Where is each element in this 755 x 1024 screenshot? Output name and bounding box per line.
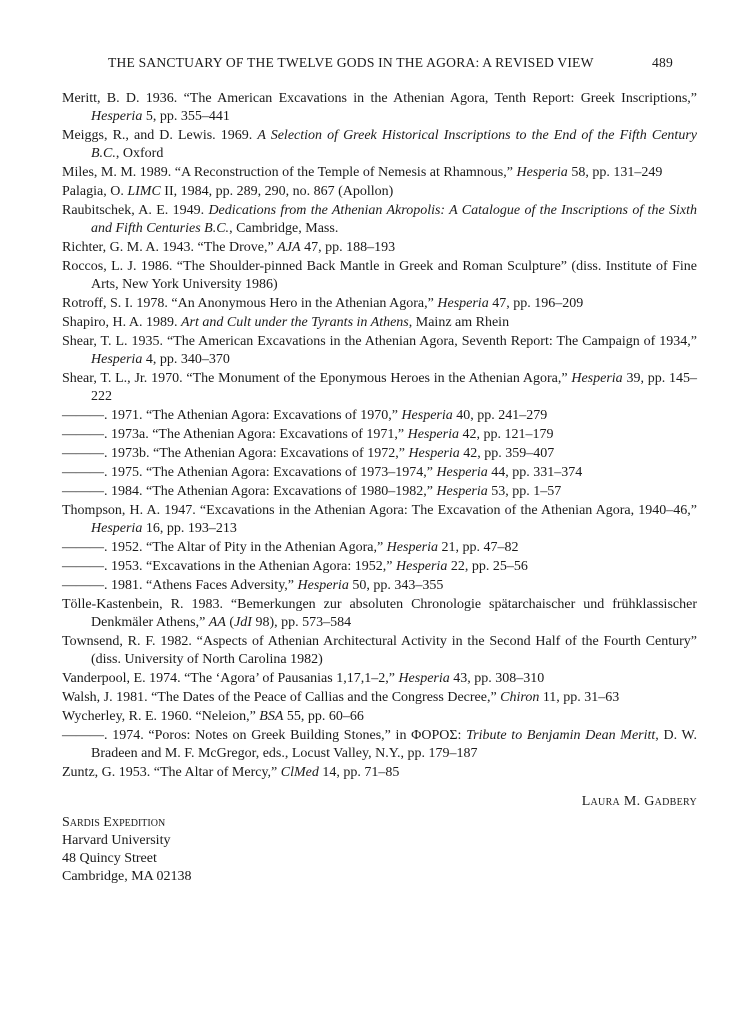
reference-entry [62, 370, 697, 406]
reference-text: 55, pp. 60–66 [283, 709, 364, 724]
reference-text: ———. 1952. “The Altar of Pity in the Athenian Agora,” [62, 540, 387, 555]
reference-text: Tölle-Kastenbein, R. 1983. “Bemerkungen zur absoluten Chronologie spätarchaischer und frühklassischer Denkmäler Athens,” [62, 597, 697, 630]
reference-text: Palagia, O. [62, 184, 128, 199]
reference-entry [62, 633, 697, 669]
reference-text: 47, pp. 196–209 [488, 296, 584, 311]
reference-entry [62, 764, 697, 782]
reference-text: ———. 1984. “The Athenian Agora: Excavations of 1980–1982,” [62, 484, 437, 499]
page-number: 489 [652, 55, 673, 70]
reference-italic: BSA [259, 709, 284, 724]
reference-text: Miles, M. M. 1989. “A Reconstruction of the Temple of Nemesis at Rhamnous,” [62, 165, 517, 180]
reference-italic: Hesperia [571, 371, 623, 386]
reference-text: 4, pp. 340–370 [142, 352, 230, 367]
reference-entry [62, 727, 697, 763]
reference-entry [62, 483, 697, 501]
reference-text: Vanderpool, E. 1974. “The ‘Agora’ of Pausanias 1,17,1–2,” [62, 671, 399, 686]
reference-entry [62, 689, 697, 707]
reference-entry [62, 164, 697, 182]
reference-text: 21, pp. 47–82 [438, 540, 519, 555]
reference-italic: Hesperia [436, 484, 488, 499]
reference-text: 98), pp. 573–584 [251, 615, 352, 630]
reference-italic: Hesperia [398, 671, 450, 686]
reference-italic: Hesperia [91, 109, 143, 124]
reference-text: , Cambridge, Mass. [229, 221, 339, 236]
reference-text: Roccos, L. J. 1986. “The Shoulder-pinned Back Mantle in Greek and Roman Sculpture” (diss. Institute of Fine Arts, New York University 1986) [62, 259, 697, 292]
reference-entry [62, 539, 697, 557]
reference-italic: Art and Cult under the Tyrants in Athens [181, 315, 409, 330]
reference-text: 40, pp. 241–279 [452, 408, 548, 423]
address-university: Harvard University [62, 833, 171, 848]
reference-text: Shapiro, H. A. 1989. [62, 315, 181, 330]
reference-text: ( [225, 615, 235, 630]
reference-italic: Hesperia [91, 521, 143, 536]
running-title: THE SANCTUARY OF THE TWELVE GODS IN THE AGORA: A REVISED VIEW [108, 55, 594, 70]
reference-entry [62, 295, 697, 313]
reference-italic: Hesperia [516, 165, 568, 180]
author-address [62, 814, 192, 886]
reference-italic: JdI [234, 615, 252, 630]
reference-text: 14, pp. 71–85 [318, 765, 400, 780]
reference-text: Richter, G. M. A. 1943. “The Drove,” [62, 240, 278, 255]
reference-text: 16, pp. 193–213 [142, 521, 237, 536]
reference-italic: Hesperia [297, 578, 349, 593]
reference-text: 58, pp. 131–249 [567, 165, 663, 180]
reference-entry [62, 258, 697, 294]
reference-text: ———. 1975. “The Athenian Agora: Excavations of 1973–1974,” [62, 465, 437, 480]
reference-italic: AA [208, 615, 226, 630]
reference-text: Walsh, J. 1981. “The Dates of the Peace of Callias and the Congress Decree,” [62, 690, 501, 705]
reference-text: Shear, T. L. 1935. “The American Excavations in the Athenian Agora, Seventh Report: The Campaign of 1934,” [62, 334, 697, 349]
reference-text: 43, pp. 308–310 [449, 671, 545, 686]
reference-italic: A Selection of Greek Historical Inscriptions to the End of the Fifth Century B.C. [91, 128, 697, 161]
reference-italic: Hesperia [407, 427, 459, 442]
address-city: Cambridge, MA 02138 [62, 869, 192, 884]
reference-entry [62, 314, 697, 332]
reference-text: 11, pp. 31–63 [539, 690, 620, 705]
reference-italic: Dedications from the Athenian Akropolis: A Catalogue of the Inscriptions of the Sixth and Fifth Centuries B.C. [91, 203, 697, 236]
reference-text: Rotroff, S. I. 1978. “An Anonymous Hero in the Athenian Agora,” [62, 296, 438, 311]
reference-italic: Hesperia [437, 296, 489, 311]
reference-italic: AJA [277, 240, 301, 255]
address-institution: Sardis Expedition [62, 815, 166, 830]
reference-text: ———. 1974. “Poros: Notes on Greek Building Stones,” in ΦΟΡΟΣ: [62, 728, 467, 743]
reference-text: 42, pp. 359–407 [459, 446, 555, 461]
reference-text: Meiggs, R., and D. Lewis. 1969. [62, 128, 258, 143]
reference-text: 50, pp. 343–355 [348, 578, 444, 593]
reference-entry [62, 127, 697, 163]
author-signature: Laura M. Gadbery [581, 794, 697, 809]
bibliography-list [62, 90, 697, 783]
reference-text: ———. 1973b. “The Athenian Agora: Excavations of 1972,” [62, 446, 409, 461]
reference-text: Raubitschek, A. E. 1949. [62, 203, 209, 218]
reference-entry [62, 464, 697, 482]
reference-entry [62, 407, 697, 425]
reference-text: 42, pp. 121–179 [458, 427, 554, 442]
reference-italic: Hesperia [91, 352, 143, 367]
reference-entry [62, 426, 697, 444]
reference-italic: Chiron [500, 690, 540, 705]
address-street: 48 Quincy Street [62, 851, 157, 866]
reference-entry [62, 670, 697, 688]
reference-italic: Hesperia [436, 465, 488, 480]
reference-text: Zuntz, G. 1953. “The Altar of Mercy,” [62, 765, 281, 780]
reference-text: 44, pp. 331–374 [487, 465, 583, 480]
reference-text: , Mainz am Rhein [408, 315, 510, 330]
reference-text: ———. 1953. “Excavations in the Athenian Agora: 1952,” [62, 559, 396, 574]
reference-italic: Hesperia [401, 408, 453, 423]
reference-text: ———. 1981. “Athens Faces Adversity,” [62, 578, 298, 593]
reference-entry [62, 502, 697, 538]
reference-entry [62, 445, 697, 463]
reference-text: Wycherley, R. E. 1960. “Neleion,” [62, 709, 260, 724]
reference-text: 39, pp. 145–222 [91, 371, 698, 404]
reference-italic: Hesperia [386, 540, 438, 555]
reference-text: II, 1984, pp. 289, 290, no. 867 (Apollon) [160, 184, 394, 199]
reference-text: 5, pp. 355–441 [142, 109, 230, 124]
reference-italic: LIMC [127, 184, 161, 199]
reference-italic: Hesperia [396, 559, 448, 574]
reference-text: 22, pp. 25–56 [447, 559, 528, 574]
reference-entry [62, 577, 697, 595]
reference-entry [62, 333, 697, 369]
reference-entry [62, 708, 697, 726]
reference-entry [62, 558, 697, 576]
reference-text: ———. 1971. “The Athenian Agora: Excavations of 1970,” [62, 408, 402, 423]
reference-text: Shear, T. L., Jr. 1970. “The Monument of the Eponymous Heroes in the Athenian Agora,” [62, 371, 572, 386]
reference-text: Townsend, R. F. 1982. “Aspects of Athenian Architectural Activity in the Second Half of the Fourth Century” (diss. University of North Carolina 1982) [62, 634, 697, 667]
reference-text: , D. W. Bradeen and M. F. McGregor, eds., Locust Valley, N.Y., pp. 179–187 [91, 728, 697, 761]
reference-text: 47, pp. 188–193 [300, 240, 396, 255]
reference-entry [62, 596, 697, 632]
reference-entry [62, 239, 697, 257]
reference-entry [62, 90, 697, 126]
reference-text: , Oxford [115, 146, 164, 161]
reference-text: 53, pp. 1–57 [487, 484, 562, 499]
reference-text: Meritt, B. D. 1936. “The American Excavations in the Athenian Agora, Tenth Report: Greek Inscriptions,” [62, 91, 697, 106]
reference-italic: Hesperia [408, 446, 460, 461]
reference-italic: Tribute to Benjamin Dean Meritt [466, 728, 656, 743]
reference-text: ———. 1973a. “The Athenian Agora: Excavations of 1971,” [62, 427, 408, 442]
reference-text: Thompson, H. A. 1947. “Excavations in the Athenian Agora: The Excavation of the Athenian Agora, 1940–46,” [62, 503, 697, 518]
reference-entry [62, 202, 697, 238]
reference-entry [62, 183, 697, 201]
reference-italic: ClMed [280, 765, 319, 780]
